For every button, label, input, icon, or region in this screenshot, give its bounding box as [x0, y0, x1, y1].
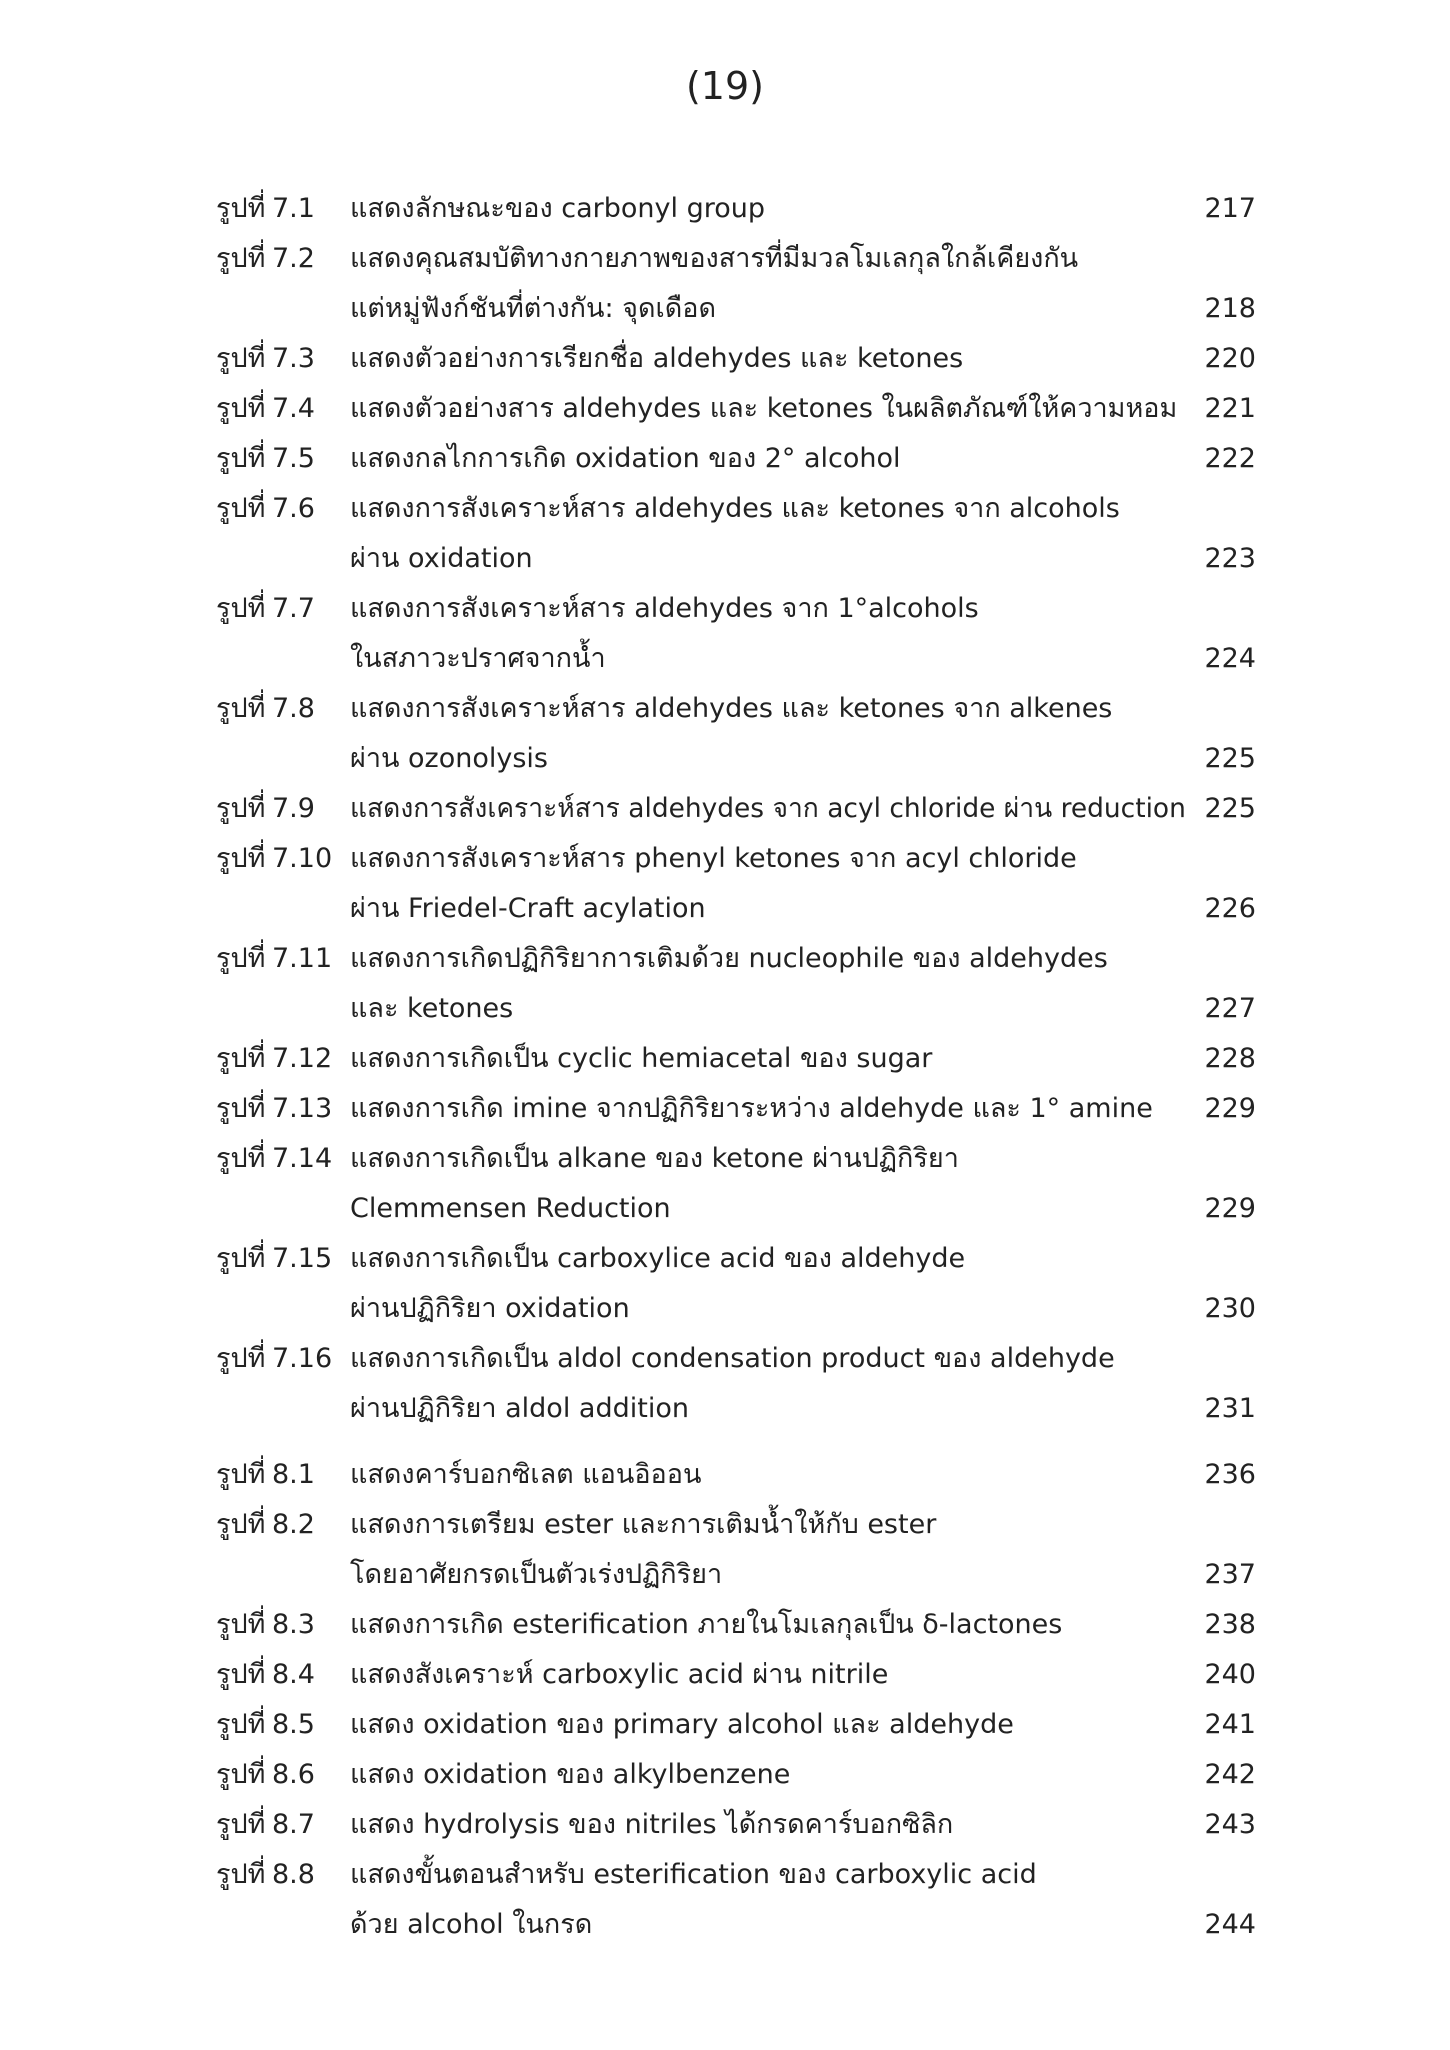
figure-entry — [216, 784, 1256, 834]
page-ref: 222 — [1204, 443, 1256, 474]
figure-number: 7.16 — [272, 1343, 333, 1374]
figure-entry — [216, 1134, 1256, 1234]
figure-entry-line — [216, 1184, 1256, 1234]
figure-label: รูปที่ — [216, 1859, 266, 1890]
figure-label: รูปที่ — [216, 443, 266, 474]
figure-entry-line — [216, 784, 1256, 834]
figure-entry-line — [216, 1800, 1256, 1850]
page-ref: 236 — [1204, 1459, 1256, 1490]
figure-entry — [216, 334, 1256, 384]
figure-entry — [216, 1650, 1256, 1700]
figure-caption: แสดงการสังเคราะห์สาร aldehydes และ ketones จาก alcohols — [350, 493, 1120, 524]
figure-label: รูปที่ — [216, 1809, 266, 1840]
figure-number: 7.14 — [272, 1143, 333, 1174]
figure-number: 7.10 — [272, 843, 333, 874]
page-ref: 241 — [1204, 1709, 1256, 1740]
figure-label: รูปที่ — [216, 1759, 266, 1790]
figure-number: 7.12 — [272, 1043, 333, 1074]
figure-entry-line — [216, 1700, 1256, 1750]
figure-entry-line — [216, 334, 1256, 384]
figure-entry-line — [216, 834, 1256, 884]
figure-caption: และ ketones — [350, 993, 514, 1024]
figure-entry-line — [216, 734, 1256, 784]
figure-label: รูปที่ — [216, 1243, 266, 1274]
page-ref: 224 — [1204, 643, 1256, 674]
figure-caption: แสดงตัวอย่างสาร aldehydes และ ketones ในผลิตภัณฑ์ให้ความหอม — [350, 393, 1178, 424]
figure-number: 7.9 — [272, 793, 315, 824]
figure-caption: แสดงคาร์บอกซิเลต แอนอิออน — [350, 1459, 702, 1490]
chapter-gap — [216, 1434, 1256, 1450]
figure-label: รูปที่ — [216, 593, 266, 624]
figure-label: รูปที่ — [216, 1043, 266, 1074]
figure-label: รูปที่ — [216, 493, 266, 524]
page-ref: 229 — [1204, 1193, 1256, 1224]
figure-label: รูปที่ — [216, 1343, 266, 1374]
figure-number: 8.8 — [272, 1859, 315, 1890]
figure-caption: ในสภาวะปราศจากน้ำ — [350, 643, 606, 674]
figure-caption: แสดงการเกิดเป็น carboxylice acid ของ aldehyde — [350, 1243, 966, 1274]
figure-entry-line — [216, 484, 1256, 534]
figure-entry-line — [216, 234, 1256, 284]
figure-entry-line — [216, 984, 1256, 1034]
figure-number: 7.11 — [272, 943, 333, 974]
figure-label: รูปที่ — [216, 1509, 266, 1540]
page-ref: 240 — [1204, 1659, 1256, 1690]
figure-entry — [216, 1084, 1256, 1134]
figure-entry-line — [216, 1750, 1256, 1800]
figure-entry-line — [216, 684, 1256, 734]
figure-caption: แสดงการเกิดปฏิกิริยาการเติมด้วย nucleophile ของ aldehydes — [350, 943, 1108, 974]
figure-entry-line — [216, 1850, 1256, 1900]
figure-label: รูปที่ — [216, 843, 266, 874]
figure-entry-line — [216, 1900, 1256, 1950]
figure-caption: ผ่าน ozonolysis — [350, 743, 548, 774]
page-ref: 226 — [1204, 893, 1256, 924]
figure-label: รูปที่ — [216, 1459, 266, 1490]
figure-entry — [216, 434, 1256, 484]
figure-entry — [216, 684, 1256, 784]
figure-entry-line — [216, 534, 1256, 584]
figure-entry — [216, 1800, 1256, 1850]
page-ref: 225 — [1204, 743, 1256, 774]
figure-caption: แสดงกลไกการเกิด oxidation ของ 2° alcohol — [350, 443, 901, 474]
figure-entry-line — [216, 584, 1256, 634]
figure-entry-line — [216, 1500, 1256, 1550]
figure-label: รูปที่ — [216, 1093, 266, 1124]
figure-number: 8.2 — [272, 1509, 315, 1540]
figure-entry-line — [216, 1600, 1256, 1650]
figure-entry — [216, 1750, 1256, 1800]
page-ref: 231 — [1204, 1393, 1256, 1424]
figure-entry-line — [216, 1034, 1256, 1084]
figure-caption: แสดง oxidation ของ primary alcohol และ aldehyde — [350, 1709, 1014, 1740]
figure-label: รูปที่ — [216, 243, 266, 274]
figure-number: 8.3 — [272, 1609, 315, 1640]
figure-label: รูปที่ — [216, 343, 266, 374]
figure-number: 8.4 — [272, 1659, 315, 1690]
figure-caption: แสดงการเกิดเป็น aldol condensation product ของ aldehyde — [350, 1343, 1115, 1374]
figure-number: 8.7 — [272, 1809, 315, 1840]
figure-entry — [216, 1600, 1256, 1650]
figure-entry — [216, 1500, 1256, 1600]
figure-caption: แต่หมู่ฟังก์ชันที่ต่างกัน: จุดเดือด — [350, 293, 716, 324]
figure-number: 7.3 — [272, 343, 315, 374]
figure-number: 7.15 — [272, 1243, 333, 1274]
page-number: (19) — [685, 64, 764, 108]
figure-entry — [216, 934, 1256, 1034]
page-ref: 221 — [1204, 393, 1256, 424]
page-ref: 227 — [1204, 993, 1256, 1024]
figure-number: 7.8 — [272, 693, 315, 724]
figure-label: รูปที่ — [216, 393, 266, 424]
figure-label: รูปที่ — [216, 193, 266, 224]
figure-number: 7.7 — [272, 593, 315, 624]
figure-label: รูปที่ — [216, 693, 266, 724]
figure-caption: แสดงการสังเคราะห์สาร aldehydes จาก 1°alcohols — [350, 593, 979, 624]
figure-label: รูปที่ — [216, 1609, 266, 1640]
figure-caption: ผ่านปฏิกิริยา oxidation — [350, 1293, 630, 1324]
page-ref: 220 — [1204, 343, 1256, 374]
figure-caption: แสดงการสังเคราะห์สาร aldehydes จาก acyl chloride ผ่าน reduction — [350, 793, 1186, 824]
figure-number: 8.5 — [272, 1709, 315, 1740]
figure-caption: แสดงขั้นตอนสำหรับ esterification ของ carboxylic acid — [350, 1859, 1037, 1890]
figure-entry-line — [216, 1284, 1256, 1334]
figure-number: 7.4 — [272, 393, 315, 424]
figure-entry-line — [216, 1084, 1256, 1134]
figure-caption: แสดงการเกิดเป็น cyclic hemiacetal ของ sugar — [350, 1043, 933, 1074]
page-ref: 228 — [1204, 1043, 1256, 1074]
figure-entry — [216, 184, 1256, 234]
page-ref: 225 — [1204, 793, 1256, 824]
page-ref: 243 — [1204, 1809, 1256, 1840]
figure-entry — [216, 1334, 1256, 1434]
page-ref: 244 — [1204, 1909, 1256, 1940]
figure-entry-line — [216, 1234, 1256, 1284]
figure-entry-line — [216, 1384, 1256, 1434]
figure-label: รูปที่ — [216, 793, 266, 824]
figure-entry-line — [216, 1334, 1256, 1384]
figure-caption: ด้วย alcohol ในกรด — [350, 1909, 593, 1940]
page-ref: 237 — [1204, 1559, 1256, 1590]
page-ref: 242 — [1204, 1759, 1256, 1790]
figure-entry-line — [216, 184, 1256, 234]
figure-entry — [216, 834, 1256, 934]
figure-caption: แสดง oxidation ของ alkylbenzene — [350, 1759, 791, 1790]
figure-caption: แสดงการเกิดเป็น alkane ของ ketone ผ่านปฏิกิริยา — [350, 1143, 959, 1174]
figure-entry-line — [216, 1450, 1256, 1500]
figure-entry — [216, 1034, 1256, 1084]
figure-number: 7.5 — [272, 443, 315, 474]
page-ref: 217 — [1204, 193, 1256, 224]
figure-number: 7.1 — [272, 193, 315, 224]
figure-caption: โดยอาศัยกรดเป็นตัวเร่งปฏิกิริยา — [350, 1559, 723, 1590]
page-ref: 230 — [1204, 1293, 1256, 1324]
figure-number: 7.2 — [272, 243, 315, 274]
figure-caption: ผ่าน oxidation — [350, 543, 533, 574]
figure-caption: แสดงการสังเคราะห์สาร aldehydes และ ketones จาก alkenes — [350, 693, 1113, 724]
figure-entry — [216, 384, 1256, 434]
figure-entry-line — [216, 884, 1256, 934]
figure-entry-line — [216, 934, 1256, 984]
figure-list — [216, 184, 1256, 1950]
figure-caption: แสดงคุณสมบัติทางกายภาพของสารที่มีมวลโมเลกุลใกล้เคียงกัน — [350, 243, 1079, 274]
figure-entry-line — [216, 1134, 1256, 1184]
figure-label: รูปที่ — [216, 1709, 266, 1740]
figure-caption: แสดงตัวอย่างการเรียกชื่อ aldehydes และ ketones — [350, 343, 964, 374]
figure-entry-line — [216, 1650, 1256, 1700]
figure-caption: แสดงการสังเคราะห์สาร phenyl ketones จาก acyl chloride — [350, 843, 1077, 874]
figure-number: 8.6 — [272, 1759, 315, 1790]
figure-number: 7.13 — [272, 1093, 333, 1124]
figure-entry — [216, 584, 1256, 684]
figure-entry — [216, 1850, 1256, 1950]
figure-entry — [216, 1700, 1256, 1750]
figure-caption: แสดงสังเคราะห์ carboxylic acid ผ่าน nitrile — [350, 1659, 889, 1690]
figure-number: 8.1 — [272, 1459, 315, 1490]
figure-caption: ผ่านปฏิกิริยา aldol addition — [350, 1393, 689, 1424]
figure-label: รูปที่ — [216, 1659, 266, 1690]
page-ref: 238 — [1204, 1609, 1256, 1640]
figure-entry — [216, 484, 1256, 584]
figure-caption: แสดงการเตรียม ester และการเติมน้ำให้กับ ester — [350, 1509, 937, 1540]
figure-entry — [216, 234, 1256, 334]
figure-entry-line — [216, 1550, 1256, 1600]
figure-entry — [216, 1234, 1256, 1334]
figure-number: 7.6 — [272, 493, 315, 524]
figure-entry-line — [216, 384, 1256, 434]
figure-entry-line — [216, 634, 1256, 684]
page-ref: 229 — [1204, 1093, 1256, 1124]
figure-label: รูปที่ — [216, 1143, 266, 1174]
figure-entry — [216, 1450, 1256, 1500]
figure-caption: แสดงลักษณะของ carbonyl group — [350, 193, 766, 224]
figure-caption: แสดงการเกิด imine จากปฏิกิริยาระหว่าง aldehyde และ 1° amine — [350, 1093, 1153, 1124]
figure-caption: แสดง hydrolysis ของ nitriles ได้กรดคาร์บอกซิลิก — [350, 1809, 954, 1840]
figure-label: รูปที่ — [216, 943, 266, 974]
figure-entry-line — [216, 284, 1256, 334]
page-ref: 218 — [1204, 293, 1256, 324]
figure-caption: แสดงการเกิด esterification ภายในโมเลกุลเป็น δ-lactones — [350, 1609, 1063, 1640]
page-ref: 223 — [1204, 543, 1256, 574]
figure-caption: Clemmensen Reduction — [350, 1193, 671, 1224]
figure-caption: ผ่าน Friedel-Craft acylation — [350, 893, 706, 924]
figure-entry-line — [216, 434, 1256, 484]
